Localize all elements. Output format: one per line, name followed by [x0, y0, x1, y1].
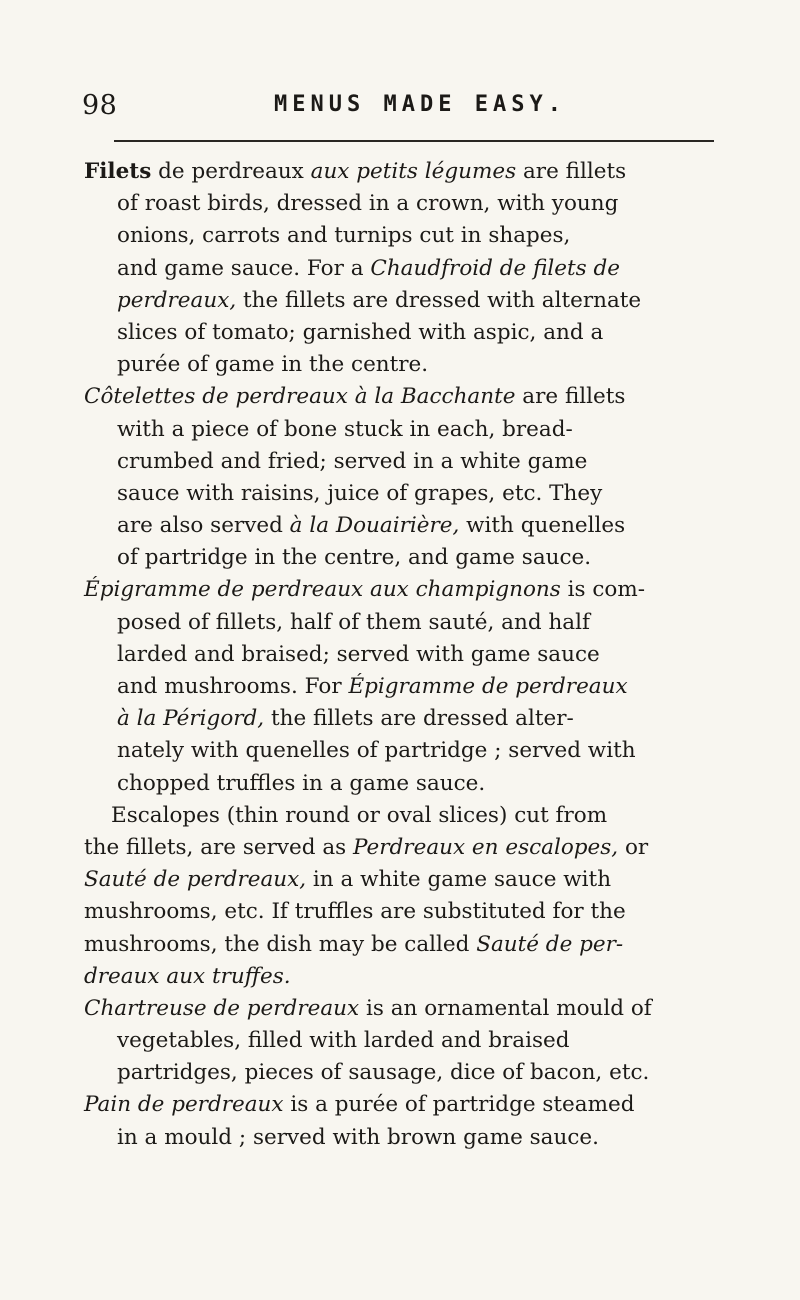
text-run: perdreaux,: [117, 287, 237, 313]
text-run: crumbed and fried; served in a white game: [117, 448, 588, 474]
text-run: Épigramme de perdreaux: [348, 674, 628, 699]
paragraph: [84, 1089, 736, 1153]
text-line: [84, 156, 736, 188]
paragraph: [84, 574, 736, 799]
text-run: Filets: [84, 159, 152, 184]
page-header: [82, 90, 722, 126]
text-run: de perdreaux: [151, 159, 311, 184]
text-run: Escalopes (thin round or oval slices) cut from: [111, 802, 608, 828]
text-line: [84, 768, 736, 800]
text-line: [84, 1089, 736, 1121]
text-run: Perdreaux en escalopes,: [353, 834, 619, 860]
running-title: MENUS MADE EASY.: [274, 92, 566, 117]
text-line: [84, 478, 736, 510]
text-run: are fillets: [515, 384, 626, 410]
text-run: aux petits légumes: [310, 159, 517, 184]
text-line: [84, 446, 736, 478]
text-line: [84, 993, 736, 1025]
text-run: of partridge in the centre, and game sauce.: [117, 545, 592, 571]
text-line: [84, 671, 736, 703]
text-run: slices of tomato; garnished with aspic, and a: [117, 319, 604, 345]
text-run: vegetables, filled with larded and braised: [117, 1028, 570, 1054]
text-run: à la Douairière,: [289, 513, 460, 539]
text-line: [84, 961, 736, 993]
text-run: in a mould ; served with brown game sauce.: [117, 1124, 599, 1150]
text-run: dreaux aux truffes.: [84, 963, 291, 989]
text-run: is an ornamental mould of: [359, 995, 652, 1021]
text-line: [84, 1057, 736, 1089]
text-run: with a piece of bone stuck in each, bread-: [117, 416, 573, 442]
text-run: posed of fillets, half of them sauté, and half: [117, 609, 590, 635]
text-line: [84, 1122, 736, 1154]
text-line: [84, 220, 736, 252]
text-run: Chartreuse de perdreaux: [84, 995, 360, 1021]
text-run: nately with quenelles of partridge ; served with: [117, 738, 636, 764]
text-run: or: [618, 834, 649, 860]
page-number: 98: [82, 90, 118, 121]
text-line: [84, 414, 736, 446]
text-line: [84, 607, 736, 639]
text-line: [84, 832, 736, 864]
header-rule: [114, 140, 714, 142]
text-line: [84, 542, 736, 574]
text-line: [84, 639, 736, 671]
text-line: [84, 317, 736, 349]
text-run: Pain de perdreaux: [84, 1092, 284, 1118]
text-run: the fillets are dressed alter-: [264, 706, 574, 732]
text-line: [84, 285, 736, 317]
text-run: with quenelles: [459, 513, 626, 539]
text-line: [84, 800, 736, 832]
text-run: and mushrooms. For: [117, 674, 349, 699]
text-run: Côtelettes de perdreaux à la Bacchante: [84, 384, 516, 410]
text-run: à la Périgord,: [117, 706, 265, 732]
paragraph: [84, 993, 736, 1090]
text-run: purée of game in the centre.: [117, 352, 429, 378]
paragraph: [84, 381, 736, 574]
text-line: [84, 349, 736, 381]
text-run: Sauté de perdreaux,: [84, 867, 307, 893]
text-run: of roast birds, dressed in a crown, with young: [117, 191, 619, 217]
text-line: [84, 735, 736, 767]
text-line: [84, 574, 736, 606]
text-line: [84, 703, 736, 735]
text-run: onions, carrots and turnips cut in shapes,: [117, 223, 571, 249]
text-line: [84, 381, 736, 413]
text-run: Sauté de per-: [476, 931, 624, 957]
text-run: mushrooms, the dish may be called: [84, 931, 477, 957]
text-run: are also served: [117, 513, 290, 539]
text-run: the fillets are dressed with alternate: [236, 287, 642, 313]
text-run: is a purée of partridge steamed: [283, 1092, 635, 1118]
text-run: partridges, pieces of sausage, dice of bacon, etc.: [117, 1060, 650, 1086]
text-line: [84, 929, 736, 961]
text-run: is com-: [560, 577, 646, 603]
text-run: larded and braised; served with game sauce: [117, 641, 600, 667]
text-run: the fillets, are served as: [84, 834, 354, 860]
text-line: [84, 253, 736, 285]
text-run: mushrooms, etc. If truffles are substituted for the: [84, 899, 626, 925]
text-line: [84, 864, 736, 896]
paragraph: [84, 156, 736, 381]
text-run: are fillets: [516, 159, 627, 184]
text-line: [84, 188, 736, 220]
text-line: [84, 510, 736, 542]
text-run: Chaudfroid de filets de: [370, 255, 621, 281]
text-run: Épigramme de perdreaux aux champignons: [84, 577, 561, 603]
text-run: sauce with raisins, juice of grapes, etc. They: [117, 480, 603, 506]
text-line: [84, 1025, 736, 1057]
text-line: [84, 896, 736, 928]
text-run: chopped truffles in a game sauce.: [117, 770, 486, 796]
body-text: [84, 156, 736, 1154]
paragraph: [84, 800, 736, 993]
text-run: and game sauce. For a: [117, 255, 371, 281]
text-run: in a white game sauce with: [306, 867, 612, 893]
